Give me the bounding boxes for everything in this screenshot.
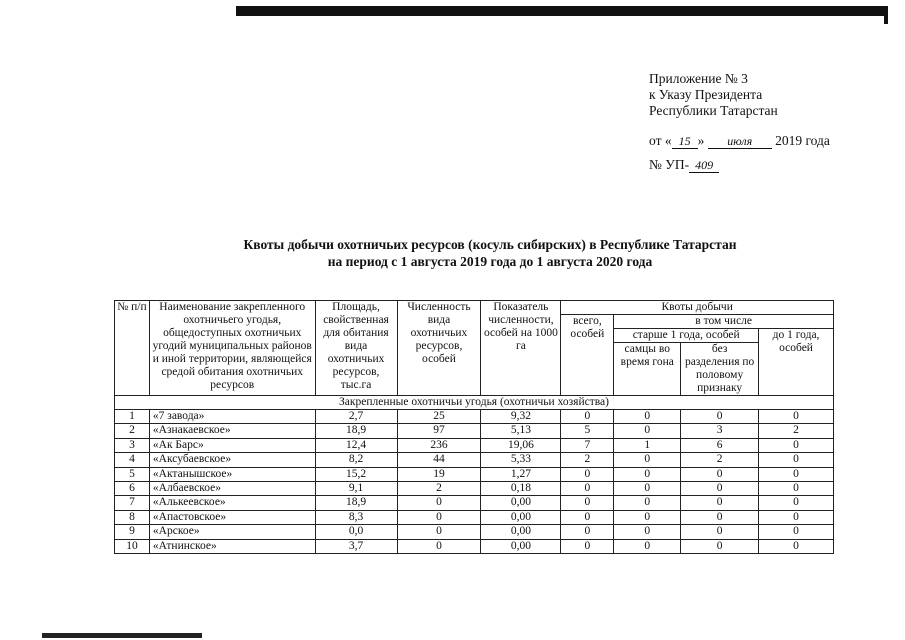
cell-population: 236 <box>397 438 481 452</box>
cell-area: 18,9 <box>315 424 397 438</box>
cell-name: «Арское» <box>149 525 315 539</box>
quota-table <box>114 300 834 554</box>
table-header <box>115 301 834 396</box>
cell-density: 0,00 <box>481 525 561 539</box>
header-population: Численность вида охотничьих ресурсов, особей <box>397 301 481 396</box>
cell-num: 3 <box>115 438 150 452</box>
cell-under1: 0 <box>759 525 834 539</box>
table-row <box>115 453 834 467</box>
table-row <box>115 438 834 452</box>
scan-border-top <box>236 6 886 16</box>
appendix-line-1: Приложение № 3 <box>649 71 748 86</box>
header-no-sex: без разделения по половому признаку <box>681 343 759 396</box>
cell-males: 0 <box>614 424 681 438</box>
cell-males: 0 <box>614 539 681 553</box>
appendix-line-3: Республики Татарстан <box>649 103 778 118</box>
header-quotas: Квоты добычи <box>561 301 834 315</box>
cell-population: 0 <box>397 525 481 539</box>
table-row <box>115 525 834 539</box>
cell-no-sex: 0 <box>681 496 759 510</box>
cell-males: 0 <box>614 467 681 481</box>
cell-no-sex: 0 <box>681 481 759 495</box>
cell-males: 0 <box>614 410 681 424</box>
cell-area: 2,7 <box>315 410 397 424</box>
header-area: Площадь, свойственная для обитания вида охотничьих ресурсов, тыс.га <box>315 301 397 396</box>
cell-num: 8 <box>115 510 150 524</box>
table-row <box>115 496 834 510</box>
cell-males: 1 <box>614 438 681 452</box>
number-value: 409 <box>689 159 719 173</box>
cell-population: 0 <box>397 510 481 524</box>
table-body <box>115 396 834 554</box>
cell-males: 0 <box>614 525 681 539</box>
cell-population: 0 <box>397 496 481 510</box>
cell-density: 5,33 <box>481 453 561 467</box>
cell-no-sex: 0 <box>681 467 759 481</box>
cell-total: 0 <box>561 496 614 510</box>
cell-under1: 0 <box>759 438 834 452</box>
appendix-date <box>649 133 889 149</box>
cell-males: 0 <box>614 481 681 495</box>
header-including: в том числе <box>614 315 834 329</box>
cell-num: 1 <box>115 410 150 424</box>
header-num: № п/п <box>115 301 150 396</box>
cell-num: 4 <box>115 453 150 467</box>
document-title <box>140 236 840 270</box>
table-row <box>115 510 834 524</box>
cell-total: 0 <box>561 539 614 553</box>
cell-name: «Азнакаевское» <box>149 424 315 438</box>
cell-males: 0 <box>614 496 681 510</box>
cell-population: 44 <box>397 453 481 467</box>
cell-area: 9,1 <box>315 481 397 495</box>
cell-density: 19,06 <box>481 438 561 452</box>
header-density: Показатель численности, особей на 1000 га <box>481 301 561 396</box>
cell-area: 12,4 <box>315 438 397 452</box>
cell-name: «Ак Барс» <box>149 438 315 452</box>
cell-total: 2 <box>561 453 614 467</box>
cell-total: 5 <box>561 424 614 438</box>
date-month: июля <box>708 135 772 149</box>
cell-under1: 0 <box>759 410 834 424</box>
cell-name: «Апастовское» <box>149 510 315 524</box>
cell-num: 10 <box>115 539 150 553</box>
cell-area: 15,2 <box>315 467 397 481</box>
cell-density: 9,32 <box>481 410 561 424</box>
header-name: Наименование закрепленного охотничьего угодья, общедоступных охотничьих угодий муниципальных районов и иной территории, являющейся средой обитания охотничьих ресурсов <box>149 301 315 396</box>
cell-population: 19 <box>397 467 481 481</box>
cell-density: 0,18 <box>481 481 561 495</box>
cell-num: 6 <box>115 481 150 495</box>
cell-males: 0 <box>614 453 681 467</box>
table-row <box>115 481 834 495</box>
cell-under1: 0 <box>759 539 834 553</box>
table-row <box>115 467 834 481</box>
cell-under1: 0 <box>759 453 834 467</box>
cell-density: 0,00 <box>481 539 561 553</box>
cell-num: 9 <box>115 525 150 539</box>
cell-name: «Аксубаевское» <box>149 453 315 467</box>
cell-name: «7 завода» <box>149 410 315 424</box>
cell-area: 3,7 <box>315 539 397 553</box>
cell-total: 0 <box>561 481 614 495</box>
cell-population: 0 <box>397 539 481 553</box>
table-row <box>115 424 834 438</box>
cell-total: 0 <box>561 525 614 539</box>
date-mid: » <box>697 133 705 148</box>
cell-area: 0,0 <box>315 525 397 539</box>
header-males: самцы во время гона <box>614 343 681 396</box>
title-line-2: на период с 1 августа 2019 года до 1 августа 2020 года <box>327 254 653 269</box>
appendix-line-2: к Указу Президента <box>649 87 763 102</box>
cell-area: 18,9 <box>315 496 397 510</box>
title-line-1: Квоты добычи охотничьих ресурсов (косуль сибирских) в Республике Татарстан <box>243 237 737 252</box>
number-prefix: № УП- <box>649 157 690 172</box>
header-under1: до 1 года, особей <box>759 329 834 396</box>
header-total: всего, особей <box>561 315 614 396</box>
cell-name: «Албаевское» <box>149 481 315 495</box>
table-row <box>115 539 834 553</box>
cell-under1: 0 <box>759 467 834 481</box>
cell-no-sex: 2 <box>681 453 759 467</box>
cell-name: «Атнинское» <box>149 539 315 553</box>
section-label: Закрепленные охотничьи угодья (охотничьи хозяйства) <box>115 396 834 410</box>
appendix-block <box>649 71 889 173</box>
cell-no-sex: 0 <box>681 510 759 524</box>
cell-population: 2 <box>397 481 481 495</box>
cell-no-sex: 0 <box>681 410 759 424</box>
cell-total: 0 <box>561 510 614 524</box>
cell-density: 5,13 <box>481 424 561 438</box>
cell-no-sex: 3 <box>681 424 759 438</box>
cell-under1: 0 <box>759 510 834 524</box>
cell-under1: 2 <box>759 424 834 438</box>
cell-num: 5 <box>115 467 150 481</box>
cell-no-sex: 0 <box>681 525 759 539</box>
cell-area: 8,3 <box>315 510 397 524</box>
cell-total: 0 <box>561 467 614 481</box>
cell-under1: 0 <box>759 496 834 510</box>
cell-no-sex: 0 <box>681 539 759 553</box>
appendix-number <box>649 157 889 173</box>
date-prefix: от « <box>649 133 672 148</box>
cell-area: 8,2 <box>315 453 397 467</box>
table-row <box>115 410 834 424</box>
date-suffix: 2019 года <box>775 133 830 148</box>
cell-density: 0,00 <box>481 496 561 510</box>
scan-border-bottom <box>42 633 202 638</box>
cell-name: «Алькеевское» <box>149 496 315 510</box>
date-day: 15 <box>672 135 698 149</box>
cell-no-sex: 6 <box>681 438 759 452</box>
cell-males: 0 <box>614 510 681 524</box>
cell-total: 7 <box>561 438 614 452</box>
cell-total: 0 <box>561 410 614 424</box>
cell-density: 0,00 <box>481 510 561 524</box>
cell-name: «Актанышское» <box>149 467 315 481</box>
header-older: старше 1 года, особей <box>614 329 759 343</box>
cell-population: 25 <box>397 410 481 424</box>
cell-population: 97 <box>397 424 481 438</box>
cell-num: 2 <box>115 424 150 438</box>
cell-num: 7 <box>115 496 150 510</box>
cell-under1: 0 <box>759 481 834 495</box>
cell-density: 1,27 <box>481 467 561 481</box>
